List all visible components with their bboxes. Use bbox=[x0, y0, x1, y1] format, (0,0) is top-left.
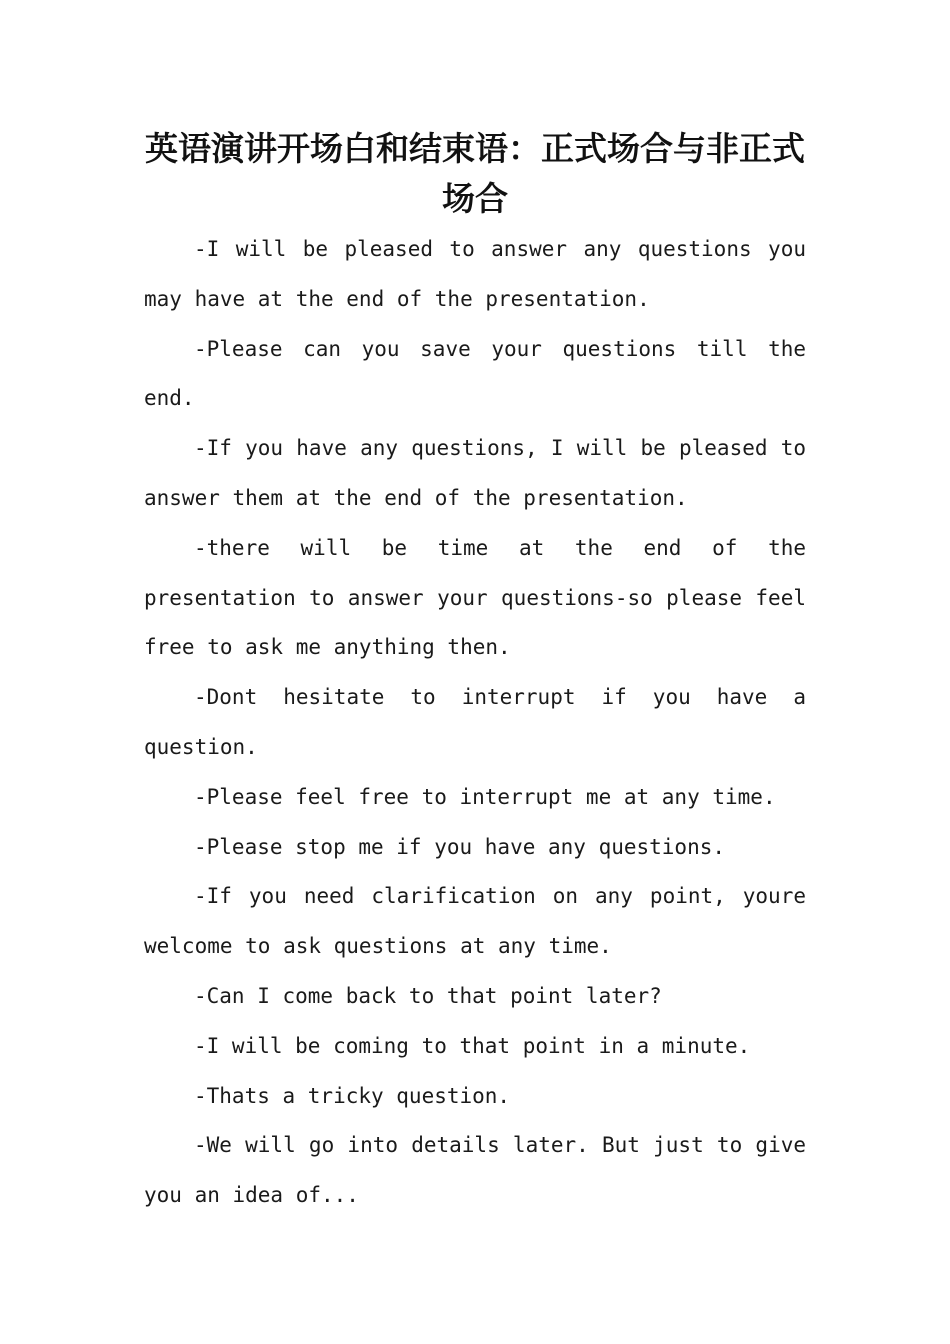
paragraph: -Please can you save your questions till the end. bbox=[144, 336, 806, 411]
paragraph: -I will be coming to that point in a minute. bbox=[194, 1033, 751, 1058]
document-title: 英语演讲开场白和结束语：正式场合与非正式场合 bbox=[145, 129, 805, 218]
paragraph: -Can I come back to that point later? bbox=[194, 983, 662, 1008]
paragraph: -there will be time at the end of the presentation to answer your questions-so please feel free to ask me anything then. bbox=[144, 535, 806, 660]
paragraph: -Dont hesitate to interrupt if you have a question. bbox=[144, 685, 806, 759]
paragraph: -If you have any questions, I will be pleased to answer them at the end of the presentation. bbox=[144, 436, 806, 510]
paragraph: -If you need clarification on any point, youre welcome to ask questions at any time. bbox=[144, 884, 806, 959]
paragraph: -I will be pleased to answer any questions you may have at the end of the presentation. bbox=[144, 237, 806, 311]
paragraph: -Please feel free to interrupt me at any time. bbox=[194, 784, 776, 809]
paragraph: -We will go into details later. But just to give you an idea of... bbox=[144, 1133, 806, 1208]
paragraph: -Thats a tricky question. bbox=[194, 1083, 511, 1108]
paragraph: -Please stop me if you have any questions. bbox=[194, 834, 726, 859]
document-body bbox=[144, 225, 806, 1221]
